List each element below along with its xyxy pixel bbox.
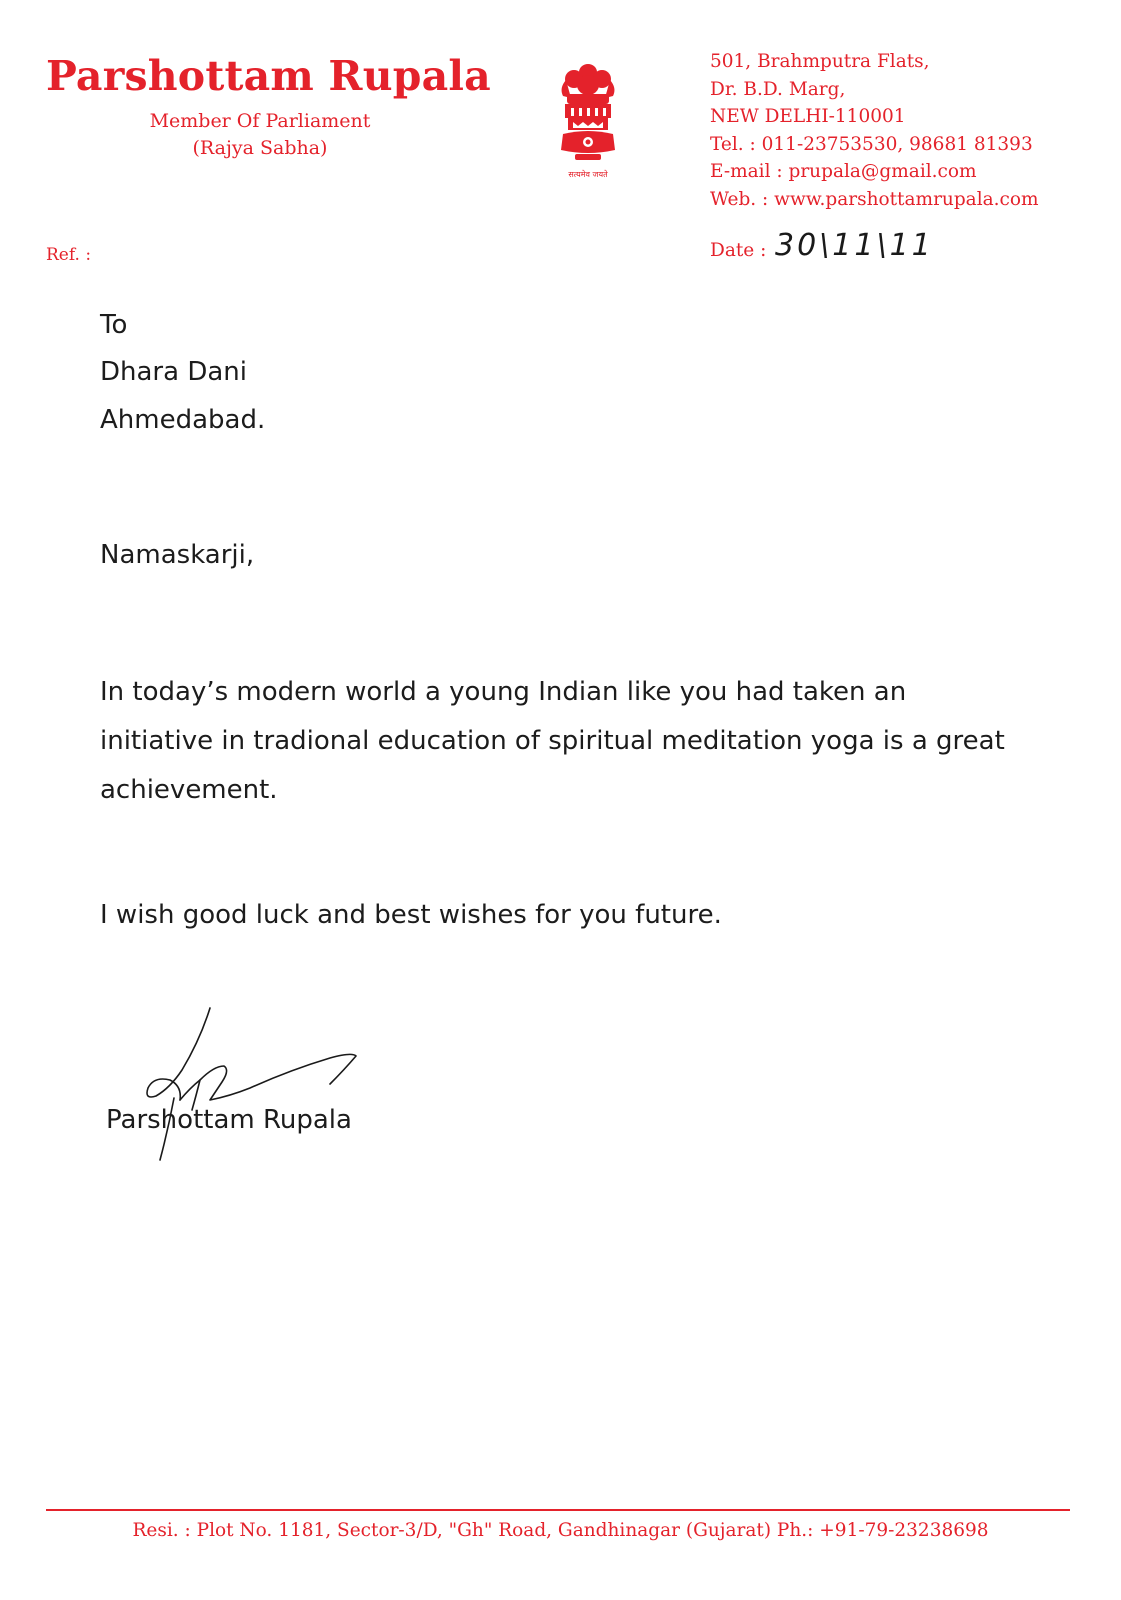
footer-divider xyxy=(46,1509,1070,1511)
emblem-motto: सत्यमेव जयते xyxy=(568,170,608,179)
letterhead-house: (Rajya Sabha) xyxy=(192,137,328,159)
address-line: NEW DELHI-110001 xyxy=(710,106,906,127)
address-line: Web. : www.parshottamrupala.com xyxy=(710,188,1039,210)
address-line: 501, Brahmputra Flats, xyxy=(710,51,930,72)
letterhead-address xyxy=(710,48,1039,213)
address-line: E-mail : prupala@gmail.com xyxy=(710,161,977,182)
salutation: Namaskarji, xyxy=(100,540,255,570)
to-label: To xyxy=(100,310,128,340)
ref-label: Ref. : xyxy=(46,245,92,265)
signer-name: Parshottam Rupala xyxy=(106,1105,352,1135)
date-value: 30\11\11 xyxy=(775,228,934,263)
state-emblem-of-india-icon xyxy=(553,58,623,168)
paragraph: In today’s modern world a young Indian like you had taken an initiative in tradional education of spiritual meditation yoga is a great achievement. xyxy=(100,677,1005,805)
footer-residence-address: Resi. : Plot No. 1181, Sector-3/D, "Gh" Road, Gandhinagar (Gujarat) Ph.: +91-79-23238698 xyxy=(132,1520,989,1541)
handwritten-signature xyxy=(130,1000,370,1170)
date-label: Date : xyxy=(710,240,767,261)
addressee-city: Ahmedabad. xyxy=(100,405,266,435)
address-line: Dr. B.D. Marg, xyxy=(710,78,846,100)
paragraph: I wish good luck and best wishes for you future. xyxy=(100,900,722,930)
addressee-name: Dhara Dani xyxy=(100,357,247,387)
address-line: Tel. : 011-23753530, 98681 81393 xyxy=(710,133,1033,155)
letterhead-role: Member Of Parliament xyxy=(149,110,371,132)
letterhead-name: Parshottam Rupala xyxy=(46,52,491,100)
